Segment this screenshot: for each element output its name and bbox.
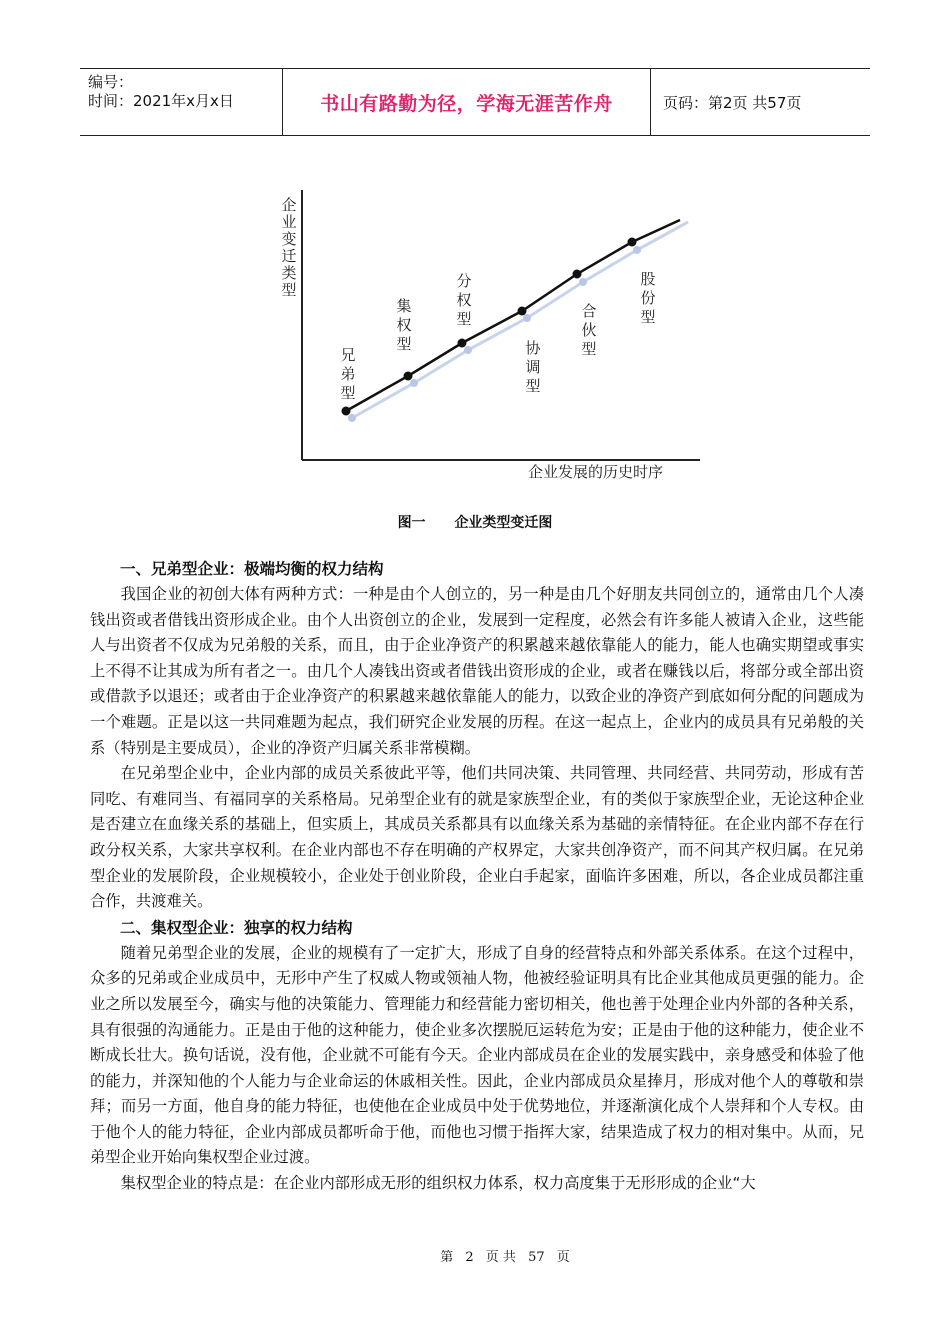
footer-prefix: 第 [440,1250,454,1265]
motto: 书山有路勤为径，学海无涯苦作舟 [320,92,613,115]
stage-label-centralized: 集权型 [396,297,412,353]
point-centralized [404,372,413,381]
page-footer [0,1246,950,1265]
footer-mid: 页 共 [485,1250,516,1265]
paragraph: 集权型企业的特点是：在企业内部形成无形的组织权力体系，权力高度集于无形形成的企业“大 [120,1174,756,1193]
point-shareholding [628,238,637,247]
y-axis-label: 企业变迁类型 [281,196,297,299]
footer-page-total: 57 [528,1250,545,1265]
stage-label-shareholding: 股份型 [640,270,656,326]
point-coordinated [518,307,527,316]
date-label: 时间：2021年x月x日 [88,92,234,110]
stage-label-decentralized: 分权型 [456,272,472,328]
enterprise-type-chart [0,0,950,500]
paragraph: 在兄弟型企业中，企业内部的成员关系彼此平等，他们共同决策、共同管理、共同经营、共同劳动，形成有苦同吃、有难同当、有福同享的关系格局。兄弟型企业有的就是家族型企业，有的类似于家族型企业，无论这种企业是否建立在血缘关系的基础上，但实质上，其成员关系都具有以血缘关系为基础的亲情特征。在企业内部不存在行政分权关系，大家共享权利。在企业内部也不存在明确的产权界定，大家共创净资产，而不问其产权归属。在兄弟型企业的发展阶段，企业规模较小，企业处于创业阶段，企业白手起家，面临许多困难，所以，各企业成员都注重合作，共渡难关。 [90,764,864,911]
caption-title: 企业类型变迁图 [454,515,553,531]
code-label: 编号： [88,73,134,91]
footer-suffix: 页 [556,1250,570,1265]
footer-page-num: 2 [465,1250,474,1265]
point-brother [342,407,351,416]
stage-label-partnership: 合伙型 [581,302,597,358]
x-axis-label: 企业发展的历史时序 [528,463,664,481]
stage-label-brother: 兄弟型 [340,346,356,402]
page-info: 页码：第2页 共57页 [663,93,802,112]
article-body [90,556,864,1197]
point-partnership [573,270,582,279]
paragraph: 我国企业的初创大体有两种方式：一种是由个人创立的，另一种是由几个好朋友共同创立的，通常由几个人凑钱出资或者借钱出资形成企业。由个人出资创立的企业，发展到一定程度，必然会有许多能人被请入企业，这些能人与出资者不仅成为兄弟般的关系，而且，由于企业净资产的积累越来越依靠能人的能力，能人也确实期望或事实上不得不让其成为所有者之一。由几个人凑钱出资或者借钱出资形成的企业，或者在赚钱以后，将部分或全部出资或借款予以退还；或者由于企业净资产的积累越来越依靠能人的能力，以致企业的净资产到底如何分配的问题成为一个难题。正是以这一共同难题为起点，我们研究企业发展的历程。在这一起点上，企业内的成员具有兄弟般的关系（特别是主要成员），企业的净资产归属关系非常模糊。 [90,585,864,757]
section-heading: 二、集权型企业：独享的权力结构 [120,918,353,937]
caption-number: 图一 [397,515,426,531]
stage-label-coordinated: 协调型 [525,339,541,395]
figure-caption [0,512,950,532]
section-heading: 一、兄弟型企业：极端均衡的权力结构 [120,560,384,578]
point-decentralized [458,339,467,348]
paragraph: 随着兄弟型企业的发展，企业的规模有了一定扩大，形成了自身的经营特点和外部关系体系。在这个过程中，众多的兄弟或企业成员中，无形中产生了权威人物或领袖人物，他被经验证明具有比企业其他成员更强的能力。企业之所以发展至今，确实与他的决策能力、管理能力和经营能力密切相关，他也善于处理企业内外部的各种关系，具有很强的沟通能力。正是由于他的这种能力，使企业多次摆脱厄运转危为安；正是由于他的这种能力，使企业不断成长壮大。换句话说，没有他，企业就不可能有今天。企业内部成员在企业的发展实践中，亲身感受和体验了他的能力，并深知他的个人能力与企业命运的休戚相关性。因此，企业内部成员众星捧月，形成对他个人的尊敬和崇拜；而另一方面，他自身的能力特征，也使他在企业成员中处于优势地位，并逐渐演化成个人崇拜和个人专权。由于他个人的能力特征，企业内部成员都听命于他，而他也习惯于指挥大家，结果造成了权力的相对集中。从而，兄弟型企业开始向集权型企业过渡。 [90,943,864,1167]
